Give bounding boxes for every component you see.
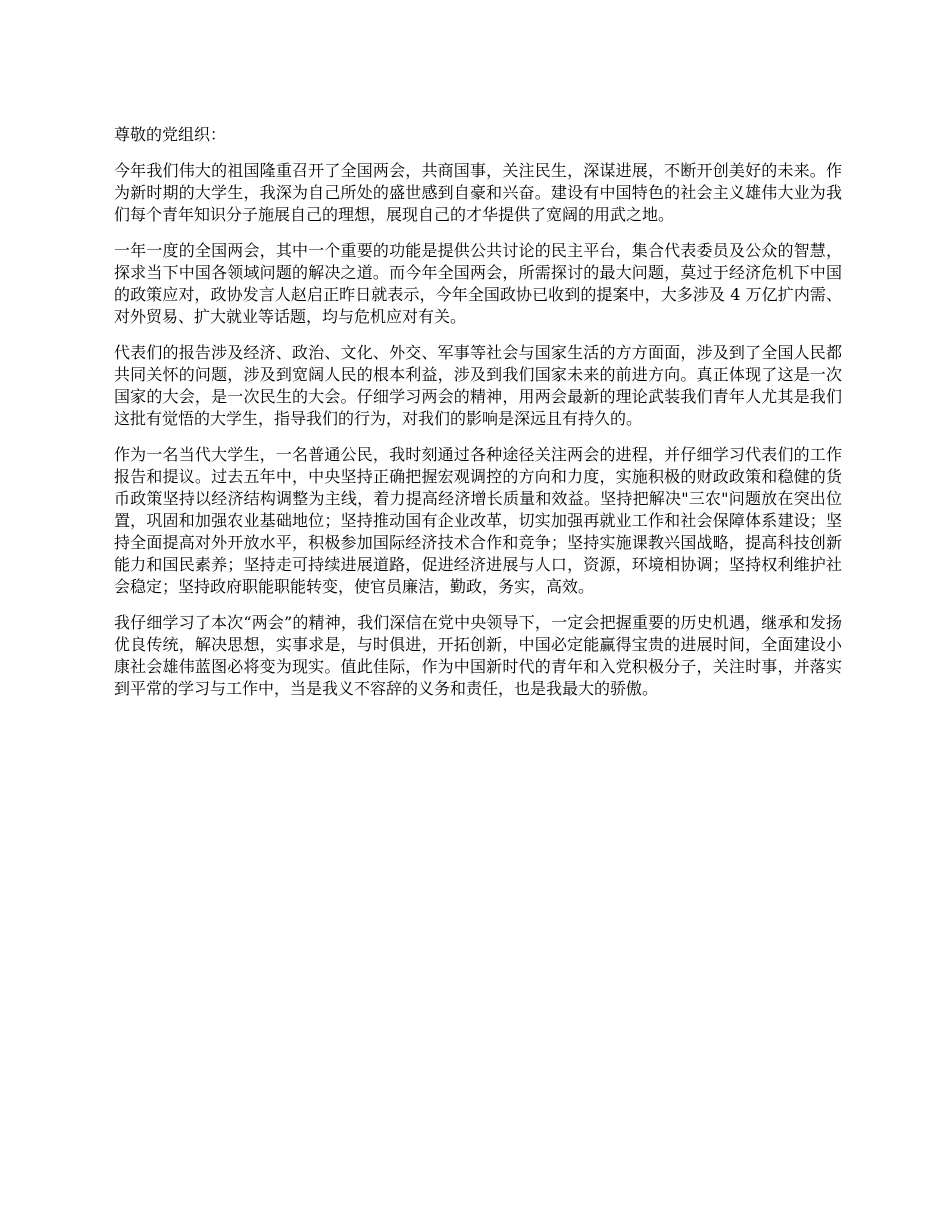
- paragraph-1: 今年我们伟大的祖国隆重召开了全国两会，共商国事，关注民生，深谋进展，不断开创美好的未来。作为新时期的大学生，我深为自己所处的盛世感到自豪和兴奋。建设有中国特色的社会主义雄伟大业为我们每个青年知识分子施展自己的理想，展现自己的才华提供了宽阔的用武之地。: [114, 161, 842, 224]
- letter-salutation: 尊敬的党组织：: [114, 125, 227, 144]
- paragraph-3: 代表们的报告涉及经济、政治、文化、外交、军事等社会与国家生活的方方面面，涉及到了全国人民都共同关怀的问题，涉及到宽阔人民的根本利益，涉及到我们国家未来的前进方向。真正体现了这是一次国家的大会，是一次民生的大会。仔细学习两会的精神，用两会最新的理论武装我们青年人尤其是我们这批有觉悟的大学生，指导我们的行为，对我们的影响是深远且有持久的。: [114, 343, 842, 428]
- paragraph-2: 一年一度的全国两会，其中一个重要的功能是提供公共讨论的民主平台，集合代表委员及公众的智慧，探求当下中国各领域问题的解决之道。而今年全国两会，所需探讨的最大问题，莫过于经济危机下中国的政策应对，政协发言人赵启正昨日就表示，今年全国政协已收到的提案中，大多涉及 4 万亿扩内需、对外贸易、扩大就业等话题，均与危机应对有关。: [114, 241, 842, 326]
- letter-body: [114, 124, 842, 714]
- paragraph-5: 我仔细学习了本次“两会”的精神，我们深信在党中央领导下，一定会把握重要的历史机遇，继承和发扬优良传统，解决思想，实事求是，与时俱进，开拓创新，中国必定能赢得宝贵的进展时间，全面建设小康社会雄伟蓝图必将变为现实。值此佳际，作为中国新时代的青年和入党积极分子，关注时事，并落实到平常的学习与工作中，当是我义不容辞的义务和责任，也是我最大的骄傲。: [114, 613, 842, 698]
- paragraph-4: 作为一名当代大学生，一名普通公民，我时刻通过各种途径关注两会的进程，并仔细学习代表们的工作报告和提议。过去五年中，中央坚持正确把握宏观调控的方向和力度，实施积极的财政政策和稳健的货币政策坚持以经济结构调整为主线，着力提高经济增长质量和效益。坚持把解决"三农"问题放在突出位置，巩固和加强农业基础地位；坚持推动国有企业改革，切实加强再就业工作和社会保障体系建设；坚持全面提高对外开放水平，积极参加国际经济技术合作和竞争；坚持实施课教兴国战略，提高科技创新能力和国民素养；坚持走可持续进展道路，促进经济进展与人口，资源，环境相协调；坚持权利维护社会稳定；坚持政府职能职能转变，使官员廉洁，勤政，务实，高效。: [114, 445, 842, 596]
